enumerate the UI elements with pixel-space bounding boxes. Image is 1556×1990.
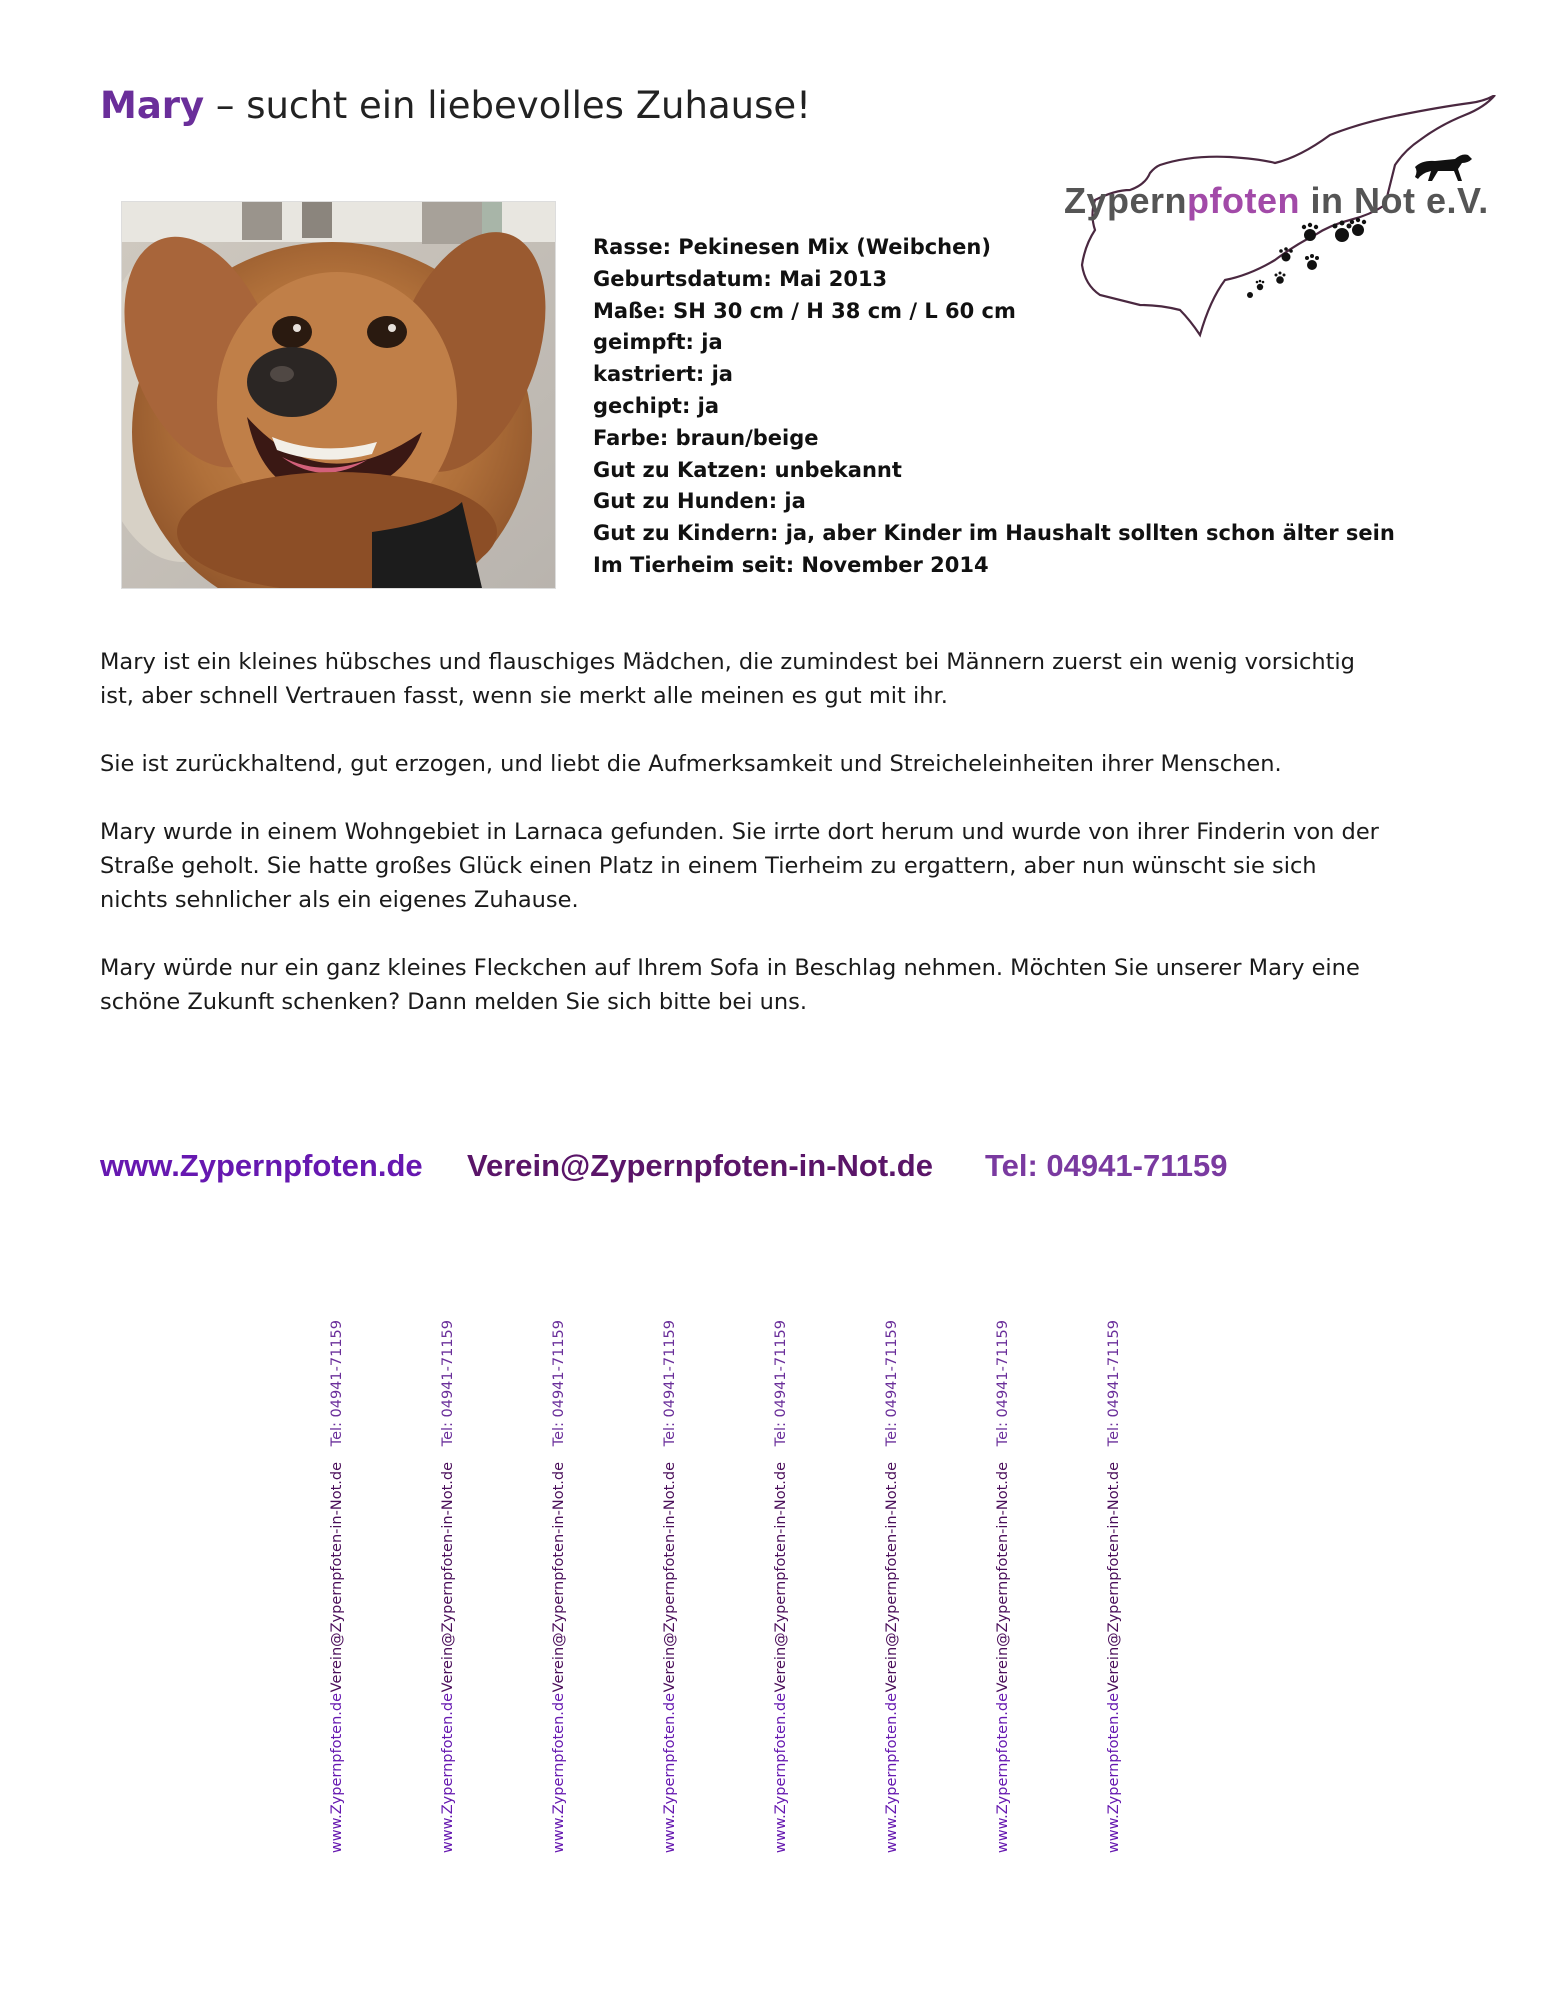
dog-silhouette-icon [1415,155,1472,182]
strip-tel: Tel: 04941-71159 [551,1320,567,1447]
strip-web: www.Zypernpfoten.de [995,1693,1011,1854]
fact-chipped: gechipt: ja [593,393,720,418]
strip-tel: Tel: 04941-71159 [662,1320,678,1447]
tear-off-strip[interactable] [655,1310,685,1854]
paragraph: Sie ist zurückhaltend, gut erzogen, und liebt die Aufmerksamkeit und Streicheleinheiten ihrer Menschen. [100,751,1282,777]
strip-web: www.Zypernpfoten.de [551,1693,567,1854]
website-link[interactable]: www.Zypernpfoten.de [100,1148,423,1183]
dog-photo [121,201,556,589]
title-separator: – [204,84,247,127]
dog-facts [593,232,1395,582]
strip-tel: Tel: 04941-71159 [773,1320,789,1447]
logo-text-part3: in Not e.V. [1300,180,1489,221]
strip-tel: Tel: 04941-71159 [440,1320,456,1447]
fact-breed: Rasse: Pekinesen Mix (Weibchen) [593,235,991,259]
strip-email: Verein@Zypernpfoten-in-Not.de [884,1462,900,1693]
strip-web: www.Zypernpfoten.de [773,1693,789,1854]
strip-web: www.Zypernpfoten.de [884,1693,900,1854]
tear-off-strip[interactable] [322,1310,352,1854]
tear-off-strip[interactable] [988,1310,1018,1854]
fact-birthdate: Geburtsdatum: Mai 2013 [593,266,888,291]
page-title [100,82,811,130]
tear-off-strip[interactable] [877,1310,907,1854]
strip-email: Verein@Zypernpfoten-in-Not.de [1106,1462,1122,1693]
tear-off-strips [0,1310,1556,1854]
fact-size: Maße: SH 30 cm / H 38 cm / L 60 cm [593,298,1016,323]
strip-tel: Tel: 04941-71159 [329,1320,345,1447]
strip-email: Verein@Zypernpfoten-in-Not.de [773,1462,789,1693]
fact-dogs: Gut zu Hunden: ja [593,489,806,514]
strip-web: www.Zypernpfoten.de [329,1693,345,1854]
tear-off-strip[interactable] [433,1310,463,1854]
tear-off-strip[interactable] [1099,1310,1129,1854]
dog-photo-illustration [122,202,555,588]
fact-shelter-since: Im Tierheim seit: November 2014 [593,552,989,577]
strip-email: Verein@Zypernpfoten-in-Not.de [440,1462,456,1693]
strip-tel: Tel: 04941-71159 [884,1320,900,1447]
fact-cats: Gut zu Katzen: unbekannt [593,457,902,482]
strip-web: www.Zypernpfoten.de [440,1693,456,1854]
paragraph: Mary wurde in einem Wohngebiet in Larnaca gefunden. Sie irrte dort herum und wurde von ihrer Finderin von der Straße geholt. Sie hatte großes Glück einen Platz in einem Tierheim zu ergattern, aber nun wünscht sie sich nichts sehnlicher als ein eigenes Zuhause. [100,819,1379,913]
phone-number: Tel: 04941-71159 [985,1148,1228,1183]
strip-email: Verein@Zypernpfoten-in-Not.de [995,1462,1011,1693]
paragraph: Mary ist ein kleines hübsches und flauschiges Mädchen, die zumindest bei Männern zuerst ein wenig vorsichtig ist, aber schnell Vertrauen fasst, wenn sie merkt alle meinen es gut mit ihr. [100,649,1355,709]
strip-email: Verein@Zypernpfoten-in-Not.de [551,1462,567,1693]
fact-color: Farbe: braun/beige [593,425,819,450]
logo-text-part1: Zypern [1064,180,1188,221]
email-link[interactable]: Verein@Zypernpfoten-in-Not.de [467,1148,933,1183]
strip-web: www.Zypernpfoten.de [662,1693,678,1854]
strip-email: Verein@Zypernpfoten-in-Not.de [662,1462,678,1693]
fact-children: Gut zu Kindern: ja, aber Kinder im Haushalt sollten schon älter sein [593,521,1395,546]
tear-off-strip[interactable] [766,1310,796,1854]
description [100,645,1400,1053]
strip-web: www.Zypernpfoten.de [1106,1693,1122,1854]
fact-vaccinated: geimpft: ja [593,330,723,355]
strip-tel: Tel: 04941-71159 [1106,1320,1122,1447]
tear-off-strip[interactable] [544,1310,574,1854]
logo-wordmark [1064,180,1489,222]
paragraph: Mary würde nur ein ganz kleines Fleckchen auf Ihrem Sofa in Beschlag nehmen. Möchten Sie unserer Mary eine schöne Zukunft schenken? Dann melden Sie sich bitte bei uns. [100,955,1360,1015]
logo-text-part2: pfoten [1187,180,1300,221]
strip-email: Verein@Zypernpfoten-in-Not.de [329,1462,345,1693]
dog-name: Mary [100,84,205,127]
title-tagline: sucht ein liebevolles Zuhause! [246,84,811,127]
strip-tel: Tel: 04941-71159 [995,1320,1011,1447]
fact-neutered: kastriert: ja [593,362,733,387]
